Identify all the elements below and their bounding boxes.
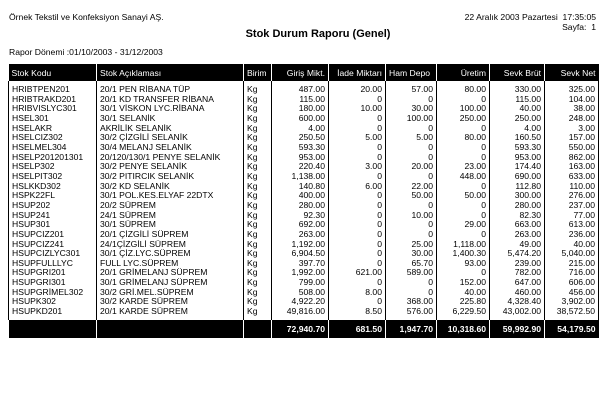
table-header-row bbox=[9, 64, 599, 81]
cell-stok-aciklamasi: 30/2 KD SELANİK bbox=[97, 182, 244, 192]
cell-ham-depo: 25.00 bbox=[386, 240, 437, 250]
cell-sevk-net: 77.00 bbox=[545, 211, 599, 221]
cell-stok-aciklamasi: 20/1 GRİMELANJ SÜPREM bbox=[97, 268, 244, 278]
cell-sevk-net: 157.00 bbox=[545, 133, 599, 143]
cell-giris-mikt: 4.00 bbox=[272, 124, 329, 134]
cell-ham-depo: 22.00 bbox=[386, 182, 437, 192]
page-number: 1 bbox=[591, 22, 596, 32]
cell-iade-miktari: 10.00 bbox=[329, 104, 386, 114]
cell-stok-aciklamasi: 20/1 PEN RİBANA TÜP bbox=[97, 81, 244, 95]
cell-birim: Kg bbox=[244, 297, 272, 307]
cell-stok-kodu: HSUPCIZ201 bbox=[9, 230, 97, 240]
cell-birim: Kg bbox=[244, 211, 272, 221]
cell-stok-kodu: HSUPKD201 bbox=[9, 307, 97, 320]
cell-iade-miktari: 0 bbox=[329, 230, 386, 240]
cell-sevk-brut: 690.00 bbox=[490, 172, 545, 182]
cell-stok-kodu: HRIBTRAKD201 bbox=[9, 95, 97, 105]
page-label: Sayfa: bbox=[562, 22, 587, 32]
cell-sevk-net: 236.00 bbox=[545, 230, 599, 240]
cell-ham-depo: 576.00 bbox=[386, 307, 437, 320]
cell-stok-aciklamasi: 20/2 SÜPREM bbox=[97, 201, 244, 211]
table-row bbox=[9, 220, 599, 230]
cell-birim: Kg bbox=[244, 230, 272, 240]
cell-iade-miktari: 0 bbox=[329, 201, 386, 211]
cell-sevk-brut: 82.30 bbox=[490, 211, 545, 221]
cell-giris-mikt: 140.80 bbox=[272, 182, 329, 192]
cell-stok-kodu: HSELCIZ302 bbox=[9, 133, 97, 143]
cell-giris-mikt: 799.00 bbox=[272, 278, 329, 288]
col-stok-kodu: Stok Kodu bbox=[9, 64, 97, 81]
cell-iade-miktari: 0 bbox=[329, 153, 386, 163]
cell-birim: Kg bbox=[244, 133, 272, 143]
cell-ham-depo: 589.00 bbox=[386, 268, 437, 278]
cell-sevk-net: 613.00 bbox=[545, 220, 599, 230]
cell-stok-aciklamasi: 30/1 VİSKON LYC.RİBANA bbox=[97, 104, 244, 114]
cell-giris-mikt: 508.00 bbox=[272, 288, 329, 298]
cell-ham-depo: 0 bbox=[386, 95, 437, 105]
cell-sevk-brut: 40.00 bbox=[490, 104, 545, 114]
cell-stok-kodu: HSUP241 bbox=[9, 211, 97, 221]
table-row bbox=[9, 230, 599, 240]
cell-ham-depo: 0 bbox=[386, 220, 437, 230]
cell-stok-aciklamasi: AKRİLİK SELANİK bbox=[97, 124, 244, 134]
cell-giris-mikt: 600.00 bbox=[272, 114, 329, 124]
cell-stok-kodu: HSUPGRİMEL302 bbox=[9, 288, 97, 298]
total-ham-depo: 1,947.70 bbox=[386, 320, 437, 338]
table-row bbox=[9, 240, 599, 250]
cell-uretim: 0 bbox=[437, 182, 490, 192]
table-row bbox=[9, 182, 599, 192]
cell-stok-aciklamasi: 30/1 GRİMELANJ SÜPREM bbox=[97, 278, 244, 288]
cell-iade-miktari: 0 bbox=[329, 211, 386, 221]
cell-birim: Kg bbox=[244, 240, 272, 250]
cell-sevk-brut: 330.00 bbox=[490, 81, 545, 95]
cell-uretim: 0 bbox=[437, 95, 490, 105]
cell-sevk-brut: 43,002.00 bbox=[490, 307, 545, 320]
cell-sevk-net: 633.00 bbox=[545, 172, 599, 182]
cell-sevk-net: 3.00 bbox=[545, 124, 599, 134]
cell-ham-depo: 5.00 bbox=[386, 133, 437, 143]
cell-uretim: 29.00 bbox=[437, 220, 490, 230]
total-cell bbox=[97, 320, 244, 338]
cell-sevk-brut: 593.30 bbox=[490, 143, 545, 153]
table-row bbox=[9, 124, 599, 134]
cell-sevk-net: 276.00 bbox=[545, 191, 599, 201]
cell-giris-mikt: 263.00 bbox=[272, 230, 329, 240]
cell-iade-miktari: 5.00 bbox=[329, 133, 386, 143]
table-row bbox=[9, 95, 599, 105]
cell-ham-depo: 30.00 bbox=[386, 249, 437, 259]
cell-stok-aciklamasi: 24/1 SÜPREM bbox=[97, 211, 244, 221]
cell-sevk-brut: 782.00 bbox=[490, 268, 545, 278]
cell-sevk-net: 163.00 bbox=[545, 162, 599, 172]
cell-birim: Kg bbox=[244, 95, 272, 105]
cell-stok-kodu: HSPK22FL bbox=[9, 191, 97, 201]
col-uretim: Üretim bbox=[437, 64, 490, 81]
cell-sevk-net: 104.00 bbox=[545, 95, 599, 105]
cell-iade-miktari: 0 bbox=[329, 172, 386, 182]
cell-giris-mikt: 487.00 bbox=[272, 81, 329, 95]
cell-stok-kodu: HSELAKR bbox=[9, 124, 97, 134]
cell-ham-depo: 0 bbox=[386, 143, 437, 153]
cell-giris-mikt: 220.40 bbox=[272, 162, 329, 172]
cell-giris-mikt: 397.70 bbox=[272, 259, 329, 269]
cell-sevk-net: 5,040.00 bbox=[545, 249, 599, 259]
stock-table bbox=[8, 64, 599, 338]
cell-stok-aciklamasi: FULL LYC.SÜPREM bbox=[97, 259, 244, 269]
table-row bbox=[9, 81, 599, 95]
cell-iade-miktari: 0 bbox=[329, 249, 386, 259]
cell-iade-miktari: 0 bbox=[329, 191, 386, 201]
cell-sevk-net: 3,902.00 bbox=[545, 297, 599, 307]
cell-giris-mikt: 1,992.00 bbox=[272, 268, 329, 278]
cell-sevk-brut: 4.00 bbox=[490, 124, 545, 134]
cell-sevk-net: 38.00 bbox=[545, 104, 599, 114]
table-row bbox=[9, 201, 599, 211]
cell-ham-depo: 368.00 bbox=[386, 297, 437, 307]
cell-ham-depo: 0 bbox=[386, 278, 437, 288]
cell-birim: Kg bbox=[244, 249, 272, 259]
cell-ham-depo: 57.00 bbox=[386, 81, 437, 95]
cell-sevk-net: 456.00 bbox=[545, 288, 599, 298]
cell-sevk-brut: 263.00 bbox=[490, 230, 545, 240]
col-sevk-net: Sevk Net bbox=[545, 64, 599, 81]
cell-birim: Kg bbox=[244, 278, 272, 288]
cell-sevk-net: 862.00 bbox=[545, 153, 599, 163]
cell-sevk-brut: 300.00 bbox=[490, 191, 545, 201]
cell-sevk-brut: 4,328.40 bbox=[490, 297, 545, 307]
cell-birim: Kg bbox=[244, 143, 272, 153]
cell-sevk-brut: 5,474.20 bbox=[490, 249, 545, 259]
table-row bbox=[9, 249, 599, 259]
cell-sevk-net: 716.00 bbox=[545, 268, 599, 278]
cell-sevk-brut: 647.00 bbox=[490, 278, 545, 288]
table-row bbox=[9, 211, 599, 221]
cell-stok-aciklamasi: 20/1 ÇİZGİLİ SÜPREM bbox=[97, 230, 244, 240]
cell-uretim: 50.00 bbox=[437, 191, 490, 201]
cell-sevk-net: 40.00 bbox=[545, 240, 599, 250]
totals-row bbox=[9, 320, 599, 338]
cell-stok-kodu: HSUPGRI301 bbox=[9, 278, 97, 288]
cell-ham-depo: 0 bbox=[386, 230, 437, 240]
cell-giris-mikt: 692.00 bbox=[272, 220, 329, 230]
cell-birim: Kg bbox=[244, 220, 272, 230]
cell-stok-kodu: HSUPFULLLYC bbox=[9, 259, 97, 269]
cell-iade-miktari: 6.00 bbox=[329, 182, 386, 192]
cell-stok-aciklamasi: 30/2 PENYE SELANİK bbox=[97, 162, 244, 172]
cell-stok-kodu: HSUPK302 bbox=[9, 297, 97, 307]
cell-giris-mikt: 400.00 bbox=[272, 191, 329, 201]
cell-ham-depo: 0 bbox=[386, 288, 437, 298]
cell-giris-mikt: 280.00 bbox=[272, 201, 329, 211]
cell-stok-kodu: HRIBTPEN201 bbox=[9, 81, 97, 95]
cell-iade-miktari: 3.00 bbox=[329, 162, 386, 172]
cell-sevk-brut: 49.00 bbox=[490, 240, 545, 250]
table-row bbox=[9, 172, 599, 182]
cell-birim: Kg bbox=[244, 162, 272, 172]
cell-iade-miktari: 0 bbox=[329, 124, 386, 134]
cell-birim: Kg bbox=[244, 268, 272, 278]
col-stok-aciklamasi: Stok Açıklaması bbox=[97, 64, 244, 81]
cell-ham-depo: 0 bbox=[386, 172, 437, 182]
cell-stok-aciklamasi: 30/1 POL.KES.ELYAF 22DTX bbox=[97, 191, 244, 201]
cell-giris-mikt: 1,192.00 bbox=[272, 240, 329, 250]
table-row bbox=[9, 114, 599, 124]
cell-birim: Kg bbox=[244, 153, 272, 163]
cell-sevk-brut: 174.40 bbox=[490, 162, 545, 172]
col-sevk-brut: Sevk Brüt bbox=[490, 64, 545, 81]
total-uretim: 10,318.60 bbox=[437, 320, 490, 338]
cell-giris-mikt: 180.00 bbox=[272, 104, 329, 114]
cell-stok-kodu: HSELP302 bbox=[9, 162, 97, 172]
cell-stok-aciklamasi: 30/2 ÇİZGİLİ SELANİK bbox=[97, 133, 244, 143]
cell-stok-kodu: HSUP301 bbox=[9, 220, 97, 230]
cell-ham-depo: 50.00 bbox=[386, 191, 437, 201]
total-sevk-net: 54,179.50 bbox=[545, 320, 599, 338]
cell-giris-mikt: 1,138.00 bbox=[272, 172, 329, 182]
cell-stok-kodu: HSLKKD302 bbox=[9, 182, 97, 192]
cell-iade-miktari: 0 bbox=[329, 259, 386, 269]
cell-sevk-brut: 953.00 bbox=[490, 153, 545, 163]
cell-ham-depo: 20.00 bbox=[386, 162, 437, 172]
total-cell bbox=[9, 320, 97, 338]
cell-iade-miktari: 0 bbox=[329, 114, 386, 124]
report-date: 22 Aralık 2003 Pazartesi bbox=[464, 12, 558, 22]
cell-uretim: 448.00 bbox=[437, 172, 490, 182]
cell-birim: Kg bbox=[244, 124, 272, 134]
cell-uretim: 152.00 bbox=[437, 278, 490, 288]
col-iade-miktari: İade Miktarı bbox=[329, 64, 386, 81]
cell-giris-mikt: 953.00 bbox=[272, 153, 329, 163]
table-row bbox=[9, 191, 599, 201]
cell-stok-aciklamasi: 30/2 KARDE SÜPREM bbox=[97, 297, 244, 307]
cell-iade-miktari: 0 bbox=[329, 278, 386, 288]
table-row bbox=[9, 307, 599, 320]
cell-ham-depo: 65.70 bbox=[386, 259, 437, 269]
cell-iade-miktari: 0 bbox=[329, 297, 386, 307]
cell-uretim: 80.00 bbox=[437, 133, 490, 143]
cell-sevk-brut: 239.00 bbox=[490, 259, 545, 269]
cell-stok-aciklamasi: 30/2 PITIRCIK SELANİK bbox=[97, 172, 244, 182]
cell-stok-kodu: HSUPGRI201 bbox=[9, 268, 97, 278]
cell-iade-miktari: 8.50 bbox=[329, 307, 386, 320]
cell-uretim: 0 bbox=[437, 211, 490, 221]
table-row bbox=[9, 104, 599, 114]
cell-sevk-brut: 460.00 bbox=[490, 288, 545, 298]
table-row bbox=[9, 133, 599, 143]
cell-uretim: 0 bbox=[437, 201, 490, 211]
cell-birim: Kg bbox=[244, 114, 272, 124]
cell-uretim: 0 bbox=[437, 143, 490, 153]
table-row bbox=[9, 288, 599, 298]
cell-iade-miktari: 20.00 bbox=[329, 81, 386, 95]
cell-uretim: 225.80 bbox=[437, 297, 490, 307]
cell-ham-depo: 0 bbox=[386, 124, 437, 134]
cell-iade-miktari: 0 bbox=[329, 95, 386, 105]
cell-uretim: 40.00 bbox=[437, 288, 490, 298]
cell-stok-kodu: HSUPCIZ241 bbox=[9, 240, 97, 250]
total-giris: 72,940.70 bbox=[272, 320, 329, 338]
cell-ham-depo: 0 bbox=[386, 201, 437, 211]
cell-ham-depo: 0 bbox=[386, 153, 437, 163]
cell-stok-kodu: HSUPCIZLYC301 bbox=[9, 249, 97, 259]
cell-stok-kodu: HSEL301 bbox=[9, 114, 97, 124]
report-period: Rapor Dönemi :01/10/2003 - 31/12/2003 bbox=[9, 47, 163, 57]
table-row bbox=[9, 259, 599, 269]
cell-uretim: 0 bbox=[437, 230, 490, 240]
cell-stok-kodu: HRIBVISLYC301 bbox=[9, 104, 97, 114]
cell-sevk-net: 110.00 bbox=[545, 182, 599, 192]
cell-birim: Kg bbox=[244, 201, 272, 211]
report-title: Stok Durum Raporu (Genel) bbox=[245, 28, 391, 40]
cell-birim: Kg bbox=[244, 182, 272, 192]
cell-sevk-brut: 112.80 bbox=[490, 182, 545, 192]
total-iade: 681.50 bbox=[329, 320, 386, 338]
col-birim: Birim bbox=[244, 64, 272, 81]
cell-sevk-brut: 250.00 bbox=[490, 114, 545, 124]
cell-stok-kodu: HSELPIT302 bbox=[9, 172, 97, 182]
cell-birim: Kg bbox=[244, 172, 272, 182]
cell-sevk-brut: 115.00 bbox=[490, 95, 545, 105]
cell-stok-kodu: HSELMEL304 bbox=[9, 143, 97, 153]
cell-sevk-net: 325.00 bbox=[545, 81, 599, 95]
table-row bbox=[9, 297, 599, 307]
table-row bbox=[9, 268, 599, 278]
cell-giris-mikt: 49,816.00 bbox=[272, 307, 329, 320]
table-row bbox=[9, 162, 599, 172]
cell-giris-mikt: 6,904.50 bbox=[272, 249, 329, 259]
cell-stok-aciklamasi: 30/1 ÇİZ.LYC.SÜPREM bbox=[97, 249, 244, 259]
cell-giris-mikt: 115.00 bbox=[272, 95, 329, 105]
cell-uretim: 80.00 bbox=[437, 81, 490, 95]
cell-stok-kodu: HSELP201201301 bbox=[9, 153, 97, 163]
cell-uretim: 100.00 bbox=[437, 104, 490, 114]
col-ham-depo: Ham Depo bbox=[386, 64, 437, 81]
company-name: Örnek Tekstil ve Konfeksiyon Sanayi AŞ. bbox=[9, 12, 164, 22]
cell-stok-aciklamasi: 20/1 KARDE SÜPREM bbox=[97, 307, 244, 320]
table-row bbox=[9, 153, 599, 163]
cell-uretim: 23.00 bbox=[437, 162, 490, 172]
cell-sevk-net: 215.00 bbox=[545, 259, 599, 269]
date-time-row bbox=[465, 12, 596, 22]
cell-iade-miktari: 621.00 bbox=[329, 268, 386, 278]
cell-iade-miktari: 8.00 bbox=[329, 288, 386, 298]
total-sevk-brut: 59,992.90 bbox=[490, 320, 545, 338]
cell-uretim: 250.00 bbox=[437, 114, 490, 124]
cell-giris-mikt: 92.30 bbox=[272, 211, 329, 221]
table-body bbox=[9, 81, 599, 320]
cell-uretim: 0 bbox=[437, 124, 490, 134]
cell-ham-depo: 100.00 bbox=[386, 114, 437, 124]
cell-birim: Kg bbox=[244, 307, 272, 320]
cell-uretim: 6,229.50 bbox=[437, 307, 490, 320]
cell-birim: Kg bbox=[244, 191, 272, 201]
cell-iade-miktari: 0 bbox=[329, 143, 386, 153]
cell-uretim: 0 bbox=[437, 153, 490, 163]
cell-stok-aciklamasi: 30/2 GRİ.MEL.SÜPREM bbox=[97, 288, 244, 298]
cell-birim: Kg bbox=[244, 81, 272, 95]
cell-iade-miktari: 0 bbox=[329, 220, 386, 230]
cell-stok-aciklamasi: 30/4 MELANJ SELANİK bbox=[97, 143, 244, 153]
cell-ham-depo: 10.00 bbox=[386, 211, 437, 221]
cell-stok-aciklamasi: 24/1ÇİZGİLİ SÜPREM bbox=[97, 240, 244, 250]
cell-ham-depo: 30.00 bbox=[386, 104, 437, 114]
table-row bbox=[9, 143, 599, 153]
col-giris-mikt: Giriş Mikt. bbox=[272, 64, 329, 81]
cell-stok-aciklamasi: 20/1 KD TRANSFER RİBANA bbox=[97, 95, 244, 105]
cell-uretim: 1,118.00 bbox=[437, 240, 490, 250]
cell-stok-aciklamasi: 30/1 SÜPREM bbox=[97, 220, 244, 230]
cell-giris-mikt: 593.30 bbox=[272, 143, 329, 153]
report-title-wrap bbox=[0, 28, 606, 40]
cell-sevk-net: 248.00 bbox=[545, 114, 599, 124]
cell-sevk-brut: 160.50 bbox=[490, 133, 545, 143]
cell-uretim: 1,400.30 bbox=[437, 249, 490, 259]
cell-stok-aciklamasi: 30/1 SELANİK bbox=[97, 114, 244, 124]
cell-iade-miktari: 0 bbox=[329, 240, 386, 250]
table-row bbox=[9, 278, 599, 288]
cell-sevk-brut: 280.00 bbox=[490, 201, 545, 211]
cell-sevk-brut: 663.00 bbox=[490, 220, 545, 230]
report-time: 17:35:05 bbox=[562, 12, 596, 22]
cell-birim: Kg bbox=[244, 259, 272, 269]
cell-sevk-net: 237.00 bbox=[545, 201, 599, 211]
cell-stok-kodu: HSUP202 bbox=[9, 201, 97, 211]
total-cell bbox=[244, 320, 272, 338]
cell-giris-mikt: 250.50 bbox=[272, 133, 329, 143]
cell-uretim: 0 bbox=[437, 268, 490, 278]
cell-birim: Kg bbox=[244, 288, 272, 298]
cell-sevk-net: 550.00 bbox=[545, 143, 599, 153]
cell-uretim: 93.00 bbox=[437, 259, 490, 269]
cell-sevk-net: 38,572.50 bbox=[545, 307, 599, 320]
cell-birim: Kg bbox=[244, 104, 272, 114]
cell-giris-mikt: 4,922.20 bbox=[272, 297, 329, 307]
cell-stok-aciklamasi: 20/120/130/1 PENYE SELANİK bbox=[97, 153, 244, 163]
cell-sevk-net: 606.00 bbox=[545, 278, 599, 288]
